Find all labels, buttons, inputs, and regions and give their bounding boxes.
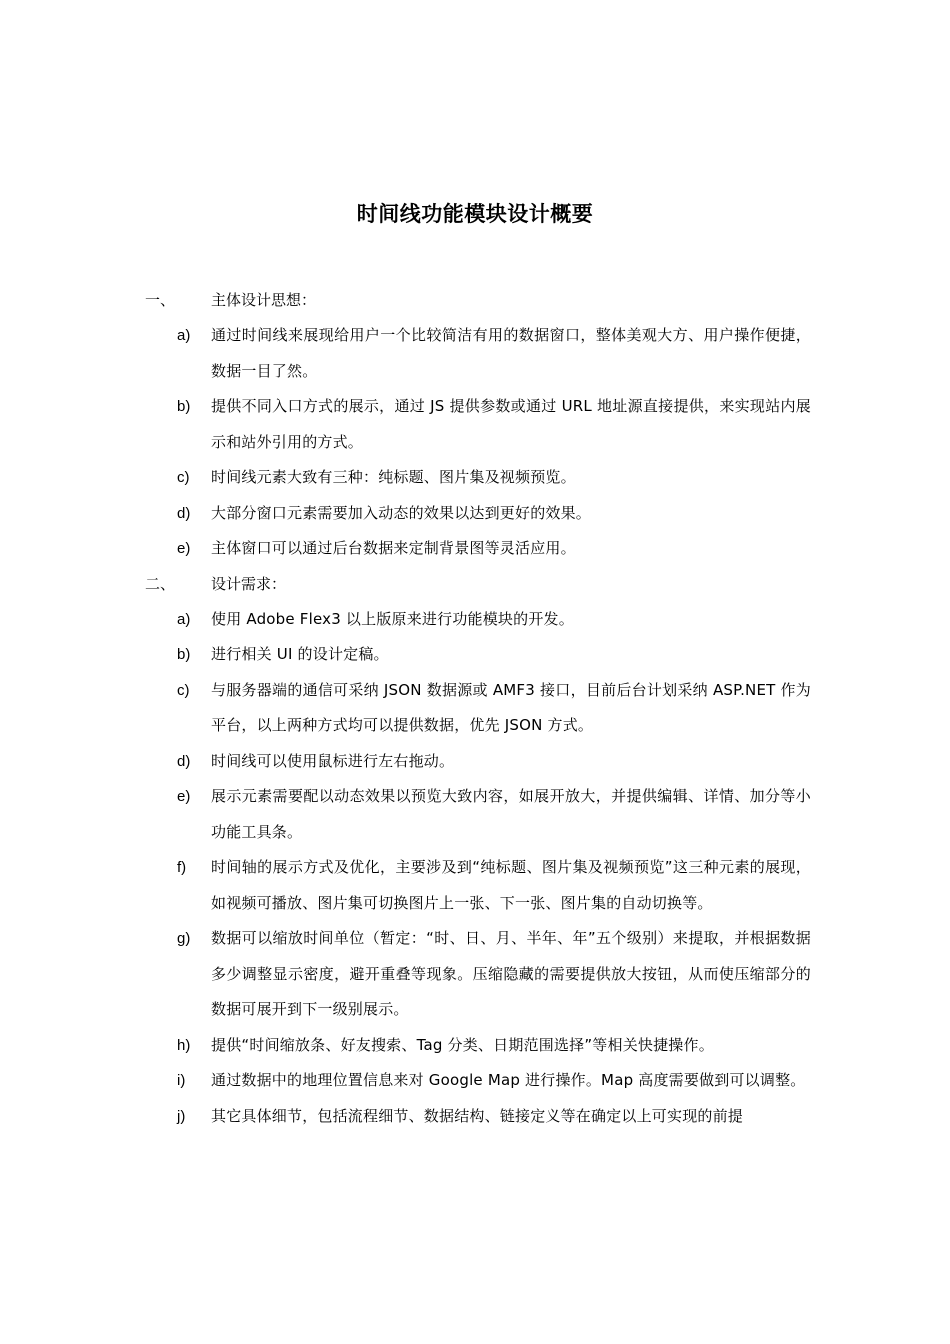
document-body — [0, 283, 950, 1134]
item-marker: e) — [177, 788, 191, 805]
item-marker: e) — [177, 540, 191, 557]
item-text: 通过数据中的地理位置信息来对 Google Map 进行操作。Map 高度需要做到可以调整。 — [211, 1071, 806, 1089]
list-item — [0, 673, 950, 744]
item-text: 其它具体细节，包括流程细节、数据结构、链接定义等在确定以上可实现的前提 — [211, 1106, 744, 1125]
item-marker: c) — [177, 681, 190, 699]
item-text: 时间线元素大致有三种：纯标题、图片集及视频预览。 — [211, 468, 576, 486]
item-text: 使用 Adobe Flex3 以上版原来进行功能模块的开发。 — [211, 609, 574, 628]
item-text: 与服务器端的通信可采纳 JSON 数据源或 AMF3 接口，目前后台计划采纳 ASP.NET 作为平台，以上两种方式均可以提供数据，优先 JSON 方式。 — [211, 680, 811, 734]
section-heading-2 — [0, 567, 950, 602]
item-text: 提供“时间缩放条、好友搜索、Tag 分类、日期范围选择”等相关快捷操作。 — [211, 1035, 714, 1054]
list-item — [0, 744, 950, 780]
list-item — [0, 496, 950, 532]
item-text: 通过时间线来展现给用户一个比较简洁有用的数据窗口，整体美观大方、用户操作便捷，数据一目了然。 — [211, 326, 811, 380]
list-item — [0, 779, 950, 850]
section-number: 一、 — [145, 291, 176, 309]
item-text: 大部分窗口元素需要加入动态的效果以达到更好的效果。 — [211, 503, 592, 522]
document-title: 时间线功能模块设计概要 — [356, 202, 594, 226]
item-text: 进行相关 UI 的设计定稿。 — [211, 645, 389, 663]
item-text: 主体窗口可以通过后台数据来定制背景图等灵活应用。 — [211, 539, 576, 557]
item-text: 提供不同入口方式的展示，通过 JS 提供参数或通过 URL 地址源直接提供，来实现站内展示和站外引用的方式。 — [211, 397, 811, 451]
list-item — [0, 637, 950, 673]
list-item — [0, 318, 950, 389]
item-marker: c) — [177, 469, 190, 486]
item-marker: d) — [177, 752, 191, 770]
item-marker: j) — [177, 1107, 186, 1125]
list-item — [0, 1063, 950, 1099]
item-marker: a) — [177, 327, 191, 344]
item-marker: b) — [177, 398, 191, 415]
list-item — [0, 602, 950, 638]
item-text: 时间轴的展示方式及优化，主要涉及到“纯标题、图片集及视频预览”这三种元素的展现，如视频可播放、图片集可切换图片上一张、下一张、图片集的自动切换等。 — [211, 858, 811, 912]
section-number: 二、 — [145, 574, 176, 593]
item-marker: h) — [177, 1036, 191, 1054]
list-item — [0, 921, 950, 1028]
section-title: 设计需求： — [211, 574, 287, 593]
list-item — [0, 850, 950, 921]
list-item — [0, 1028, 950, 1064]
item-text: 数据可以缩放时间单位（暂定：“时、日、月、半年、年”五个级别）来提取，并根据数据多少调整显示密度，避开重叠等现象。压缩隐藏的需要提供放大按钮，从而使压缩部分的数据可展开到下一级别展示。 — [211, 929, 811, 1018]
item-marker: f) — [177, 859, 187, 876]
list-item — [0, 531, 950, 567]
item-marker: d) — [177, 504, 191, 522]
item-marker: a) — [177, 610, 191, 628]
list-item — [0, 389, 950, 460]
item-text: 展示元素需要配以动态效果以预览大致内容，如展开放大，并提供编辑、详情、加分等小功能工具条。 — [211, 787, 811, 841]
section-title: 主体设计思想： — [211, 291, 317, 309]
item-text: 时间线可以使用鼠标进行左右拖动。 — [211, 751, 455, 770]
section-heading-1 — [0, 283, 950, 318]
item-marker: g) — [177, 930, 191, 947]
list-item — [0, 1099, 950, 1135]
list-item — [0, 460, 950, 496]
item-marker: b) — [177, 646, 191, 663]
item-marker: i) — [177, 1072, 186, 1089]
